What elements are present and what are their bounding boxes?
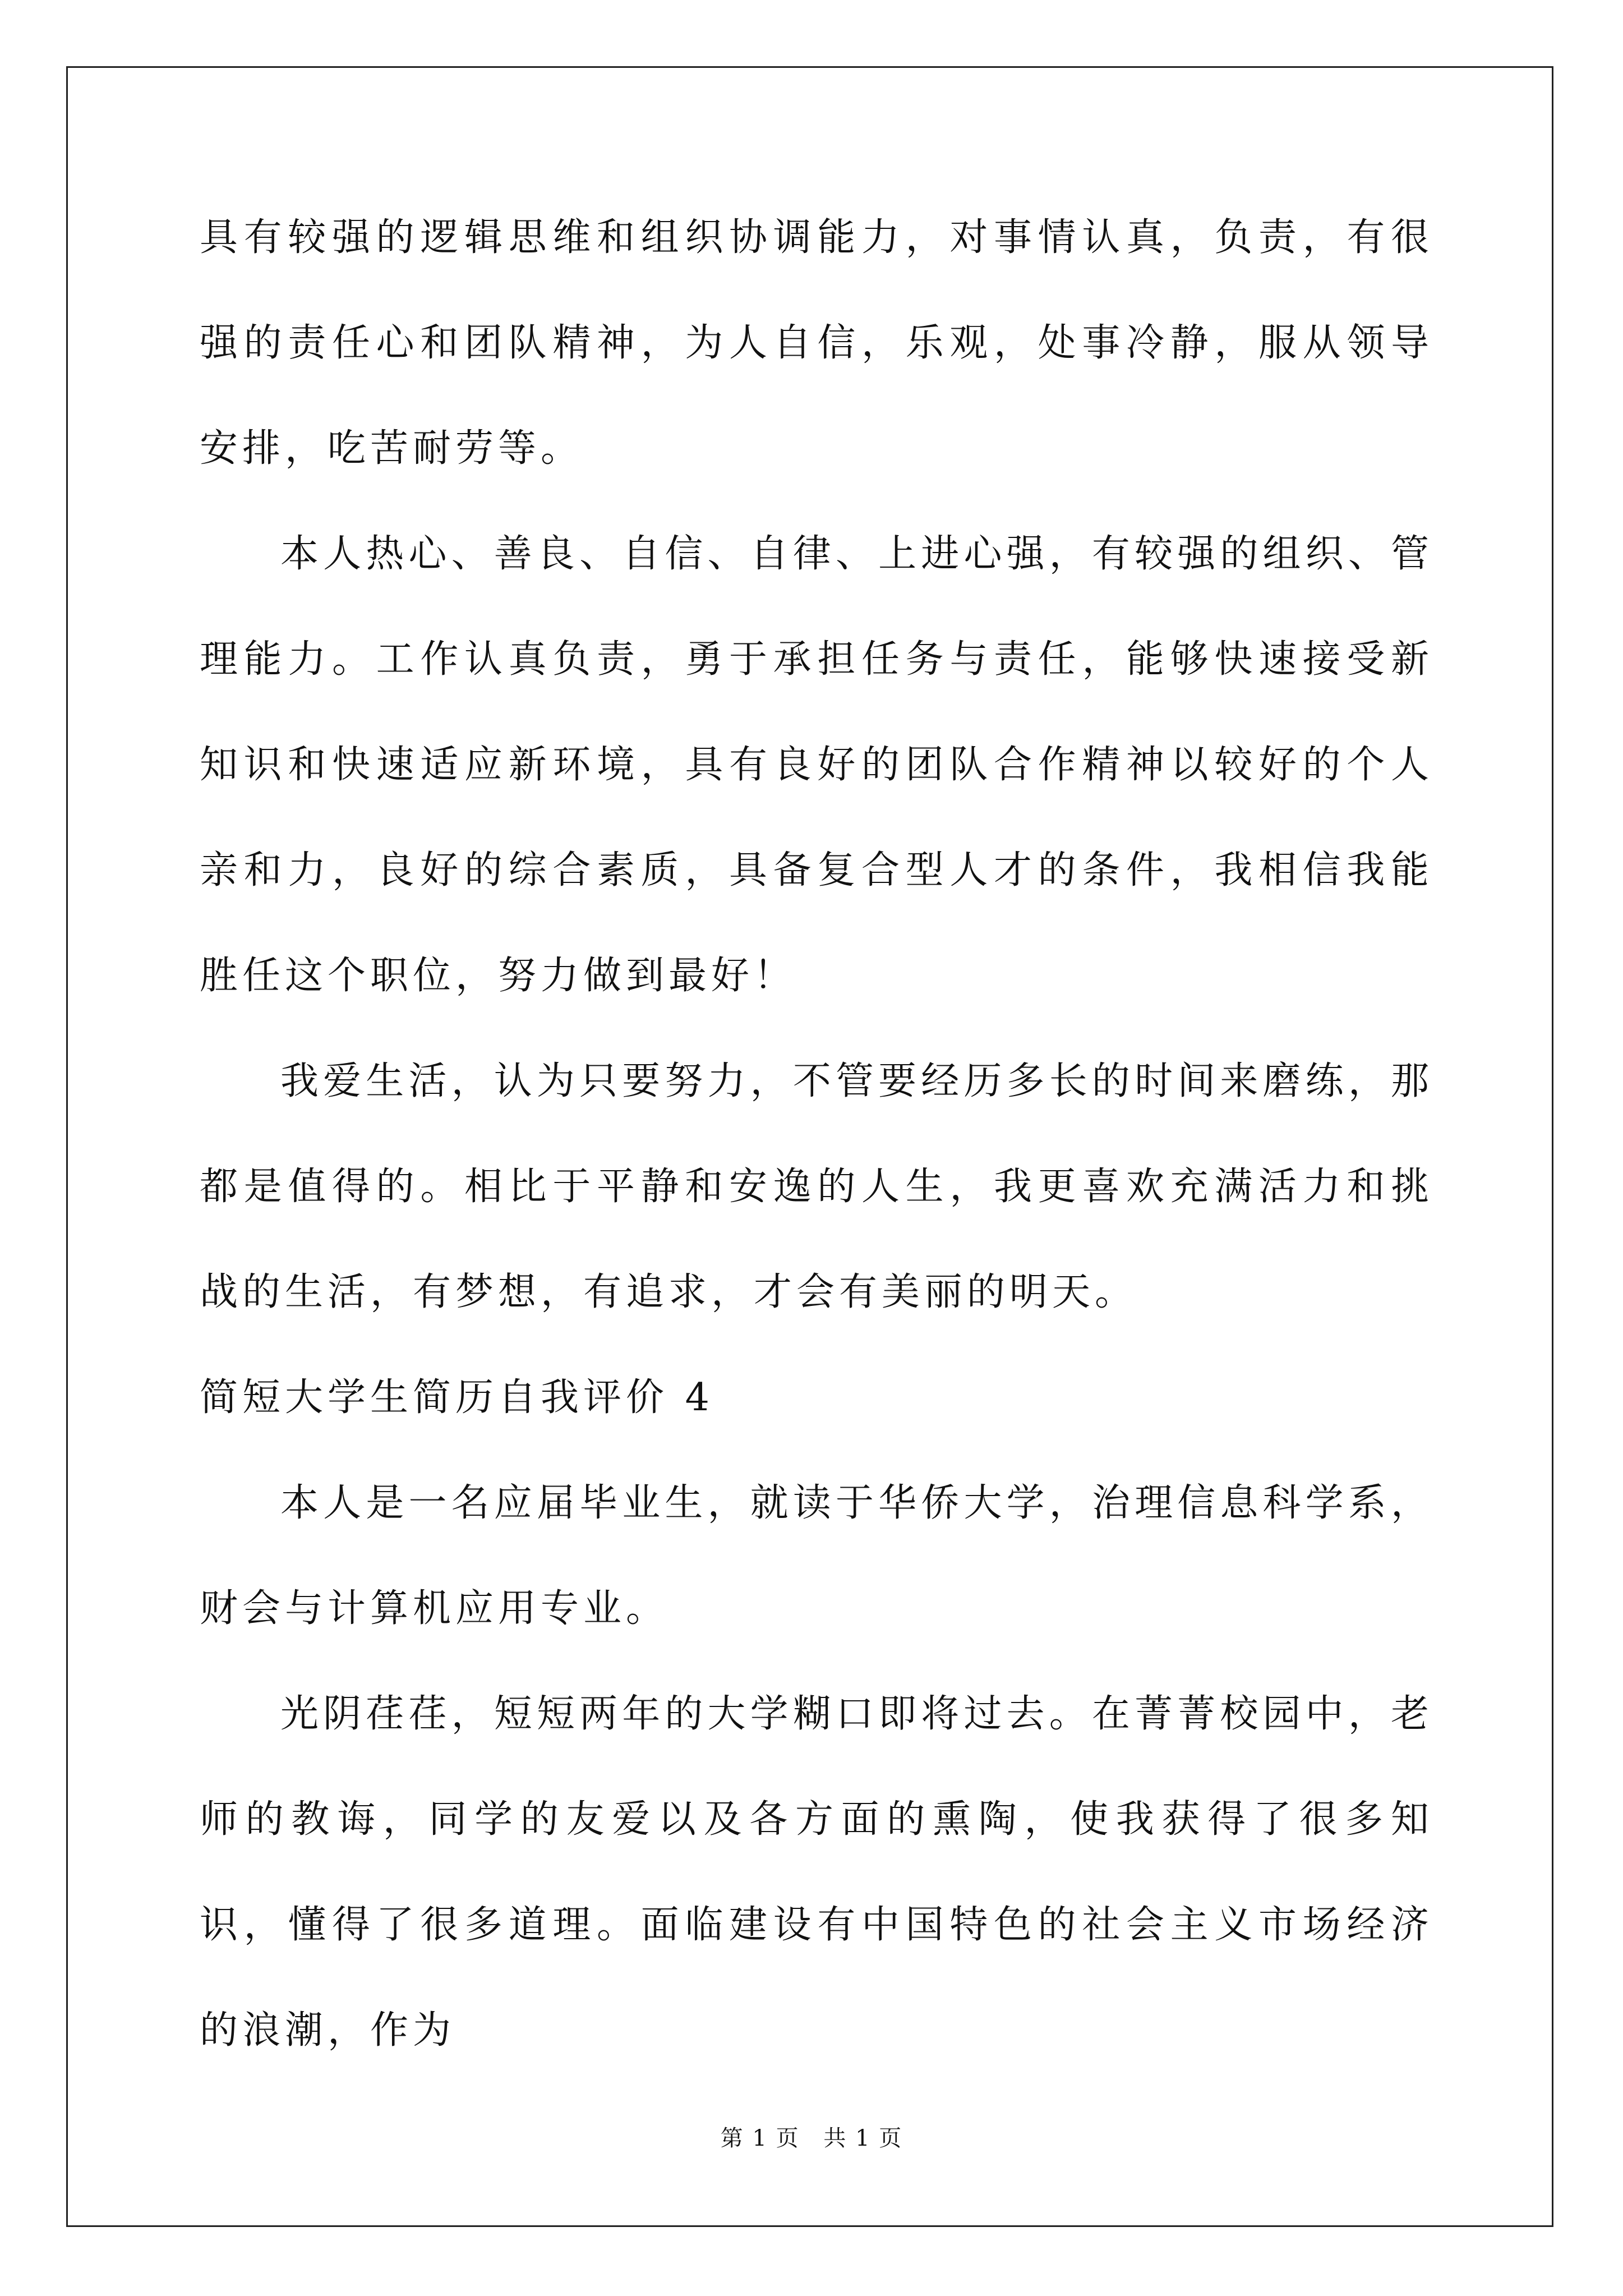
document-body — [200, 185, 1433, 2083]
page-number: 第 1 页 — [720, 2125, 800, 2151]
section-heading: 简短大学生简历自我评价 4 — [200, 1375, 714, 1420]
page-footer — [0, 2120, 1623, 2152]
paragraph-life-attitude: 我爱生活，认为只要努力，不管要经历多长的时间来磨练，那都是值得的。相比于平静和安逸的人生，我更喜欢充满活力和挑战的生活，有梦想，有追求，才会有美丽的明天。 — [200, 1059, 1433, 1314]
paragraph-personality: 本人热心、善良、自信、自律、上进心强，有较强的组织、管理能力。工作认真负责，勇于承担任务与责任，能够快速接受新知识和快速适应新环境，具有良好的团队合作精神以较好的个人亲和力，良好的综合素质，具备复合型人才的条件，我相信我能胜任这个职位，努力做到最好！ — [200, 532, 1433, 998]
paragraph-strengths: 具有较强的逻辑思维和组织协调能力，对事情认真，负责，有很强的责任心和团队精神，为人自信，乐观，处事冷静，服从领导安排，吃苦耐劳等。 — [200, 215, 1433, 471]
paragraph-university-life: 光阴荏荏，短短两年的大学糊口即将过去。在菁菁校园中，老师的教诲，同学的友爱以及各方面的熏陶，使我获得了很多知识，懂得了很多道理。面临建设有中国特色的社会主义市场经济的浪潮，作为 — [200, 1692, 1433, 2053]
paragraph-education: 本人是一名应届毕业生，就读于华侨大学，治理信息科学系，财会与计算机应用专业。 — [200, 1481, 1433, 1631]
page-total: 共 1 页 — [823, 2125, 903, 2151]
